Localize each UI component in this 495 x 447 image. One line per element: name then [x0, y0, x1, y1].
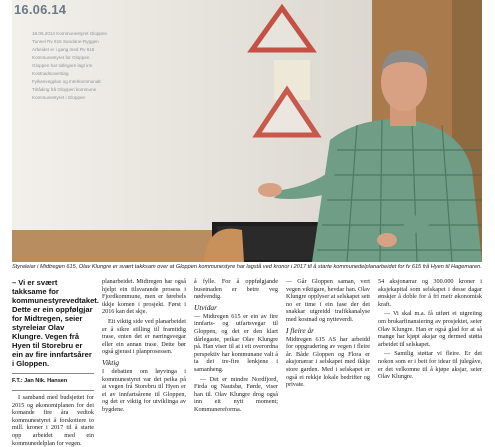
body-paragraph: 54 aksjonærar og 300.000 kroner i aksjekapital som selskapet i desse dagar ønskjer å doble for å fri meir økonomisk kraft.	[378, 278, 482, 308]
slide-line: Kommunestyret i Gloppen	[32, 95, 86, 100]
subheading: I fleire år	[286, 325, 315, 335]
column-2	[102, 278, 186, 413]
slide-line: Tunnel Rv 615 Sandane-Ryggen	[32, 39, 99, 44]
column-1	[12, 278, 99, 447]
body-paragraph: å fylle. For å oppfølgjande busetnaden er betre veg nødvendig.	[194, 278, 278, 301]
body-paragraph: — Vi skal m.a. få utført ei utgreiing om brukarfinansiering av prosjektet, seier Olav Klungre. Han er også glad for at så mange har kjøpt aksjar og dermed støtta arbeidet til selskapet.	[378, 310, 482, 348]
subheading: Viktig	[102, 357, 120, 367]
body-paragraph: — Det er mindre Nordfjord, Firda og Nautsbø, Førde, viser han til. Olav Klungre drog også inn eit nytt moment; Kommunereforma.	[194, 375, 278, 413]
column-4	[286, 278, 370, 400]
byline-divider	[12, 390, 94, 391]
column-3	[194, 278, 278, 413]
slide-line: Arbeidet er i gang med Rv 615	[32, 47, 95, 52]
slide-line: Tilråding frå Gloppen kommune	[32, 87, 97, 92]
slide-text	[32, 30, 242, 102]
photo-caption: Styreleiar i Midtregen 615, Olav Klungre er svært takksam over at Gloppen kommunestyre har lagstå ved kronor i 2017 til å starte kommunedelplanarbeidet for fv 615 frå Hyen til Hagemaren.	[12, 264, 482, 270]
slide-line: Kostnadsoverslag	[32, 71, 69, 76]
slide-line: 18.06.2014 Kommunestyret Gloppen	[32, 31, 108, 36]
body-paragraph: Eit viktig side ved planarbeidet er å sikre stilling til framtidig trase, enten det er næringsvegar eller ein annan trase. Dette bør også gjerast i planprosessen.	[102, 317, 186, 356]
slide-line: Kommunestyret for Gloppen	[32, 55, 90, 60]
body-paragraph: planarbeidet. Midtregen har også hjelpt ein tilsvarande prosess i Fjordkommune, men er førebels ikkje komen i prosjekt. Først i 2016 kan det skje.	[102, 278, 186, 316]
subheading: Utvidar	[194, 302, 217, 312]
slide-line: Gloppen har tidlegare lagt inn	[32, 63, 93, 68]
body-paragraph: I samband med budsjettet for 2015 og økonomiplanen for dei komande fire åra vedtok kommunestyret å forskottere to mill. kroner i 2017 til å starte opp arbeidet med ein kommunedelplan for vegen.	[12, 394, 94, 447]
body-paragraph: I debatten om løyvinga i kommunestyret var det peika på at vegen frå Storebru til Hyen er ei av innfartsårene til Gloppen, og det er viktig for utviklinga av bygdene.	[102, 367, 186, 413]
column-5	[378, 278, 482, 400]
slide-date: 16.06.14	[14, 2, 67, 17]
byline: F.T.: Jan Nik. Hansen	[12, 378, 68, 384]
body-paragraph: — Går Gloppen saman, vert vegen viktigare, hevdar han. Olav Klungre opplyser at selskapet sett no er time i ein fase der det snakkar utgreidd trafikkanalyse med kostnad og nytteverdi.	[286, 278, 370, 323]
body-paragraph: — Midtregen 615 er ein av fire innfarts- og utfartsvegar til Gloppen, og det er den klart dårlegaste, peikar Olav Klungre på. Han viser til at i eit overordna perspektiv har kommunane valt å ta dei tre-fire lenkjene i samanheng.	[194, 312, 278, 373]
byline-divider	[12, 373, 94, 374]
lead-text: Vi er svært takksame for kommunestyrevedtaket. Dette er ein oppfølgjar for Midtregen, seier styreleiar Olav Klungre. Vegen frå Hyen til Storebru er ein av fire innfartsårer i Gloppen.	[12, 278, 99, 368]
body-paragraph: — Samtlig støttar vi fleire. Er det nokon som er i beit for idear til julegåve, er det velkomne til å kjøpe aksjar, seier Olav Klungre.	[378, 350, 482, 381]
body-paragraph: Midtregen 615 AS har arbeidd for oppgradering av vegen i fleire år. Både Gloppen og Flora er aksjonærar i selskapet med ikkje store garden. Med i selskapet er også ei rekkje lokale bedrifter og private.	[286, 335, 370, 389]
article-lead: – Vi er svært takksame for kommunestyrevedtaket. Dette er ein oppfølgjar for Midtregen, seier styreleiar Olav Klungre. Vegen frå Hyen til Storebru er ein av fire innfartsårer i Gloppen.	[12, 278, 99, 368]
slide-line: Fylkesvegplan og Interkommunalt	[32, 79, 101, 84]
article-photo	[12, 0, 482, 262]
